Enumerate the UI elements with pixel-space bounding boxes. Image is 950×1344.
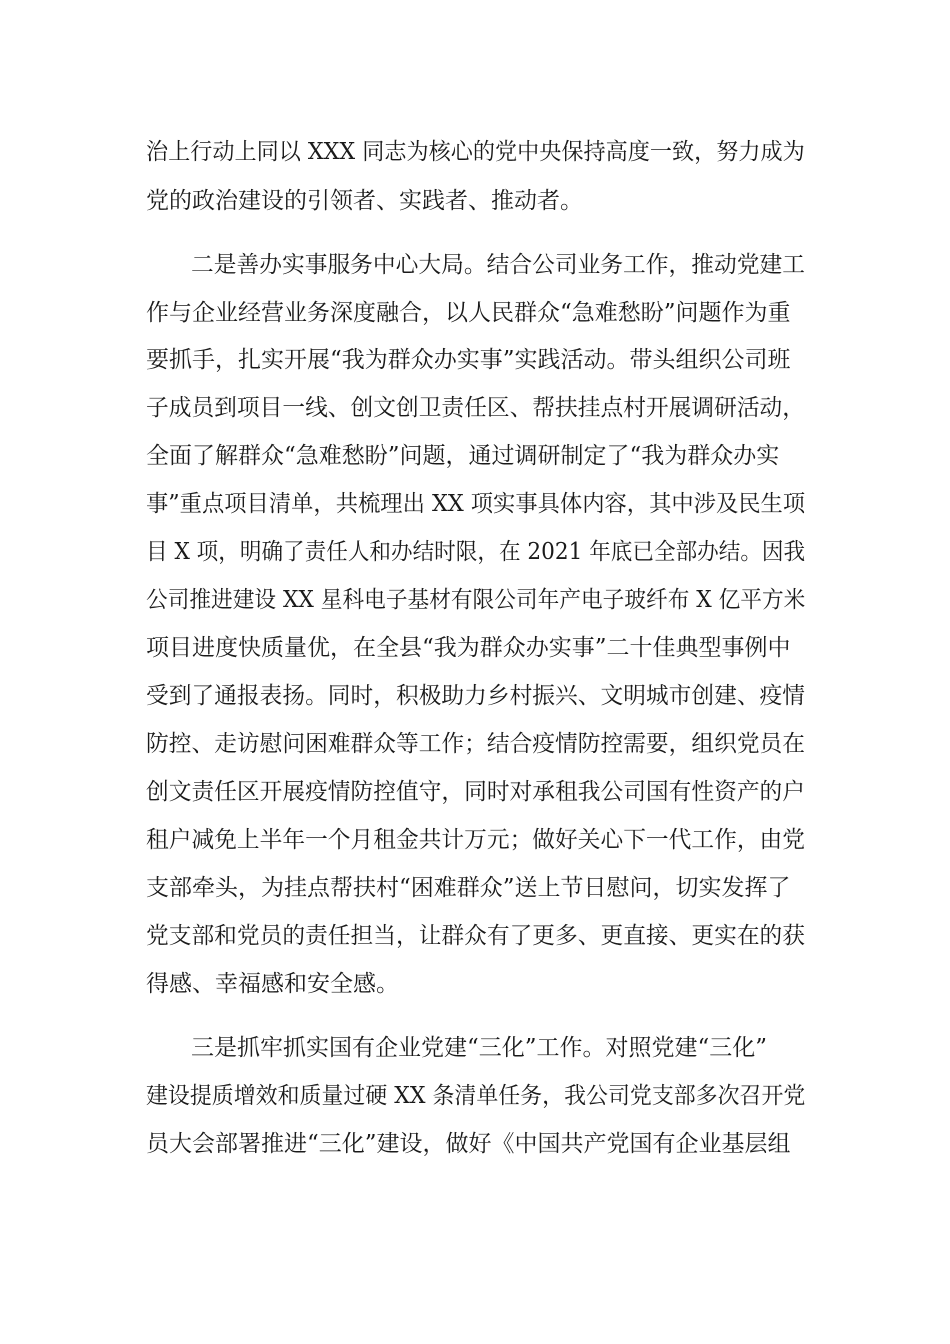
text-line: 支部牵头，为挂点帮扶村“困难群众”送上节日慰问，切实发挥了 [146, 875, 791, 901]
text-line: 受到了通报表扬。同时，积极助力乡村振兴、文明城市创建、疫情 [146, 683, 805, 709]
text-line: 员大会部署推进“三化”建设，做好《中国共产党国有企业基层组 [146, 1131, 791, 1157]
text-line: 二是善办实事服务中心大局。结合公司业务工作，推动党建工 [191, 252, 805, 278]
text-line: 项目进度快质量优，在全县“我为群众办实事”二十佳典型事例中 [146, 635, 791, 661]
text-line: 作与企业经营业务深度融合，以人民群众“急难愁盼”问题作为重 [146, 300, 791, 326]
text-line: 党支部和党员的责任担当，让群众有了更多、更直接、更实在的获 [146, 923, 805, 949]
text-line: 全面了解群众“急难愁盼”问题，通过调研制定了“我为群众办实 [146, 443, 780, 469]
text-line: 公司推进建设 XX 星科电子基材有限公司年产电子玻纤布 X 亿平方米 [146, 587, 806, 613]
text-line: 租户减免上半年一个月租金共计万元；做好关心下一代工作，由党 [146, 827, 805, 853]
text-line: 三是抓牢抓实国有企业党建“三化”工作。对照党建“三化” [191, 1035, 768, 1061]
text-line: 子成员到项目一线、创文创卫责任区、帮扶挂点村开展调研活动， [146, 395, 805, 421]
text-line: 防控、走访慰问困难群众等工作；结合疫情防控需要，组织党员在 [146, 731, 805, 757]
text-line: 事”重点项目清单，共梳理出 XX 项实事具体内容，其中涉及民生项 [146, 491, 806, 517]
text-line: 目 X 项，明确了责任人和办结时限，在 2021 年底已全部办结。因我 [146, 539, 806, 565]
text-line: 创文责任区开展疫情防控值守，同时对承租我公司国有性资产的户 [146, 779, 805, 805]
text-line: 建设提质增效和质量过硬 XX 条清单任务，我公司党支部多次召开党 [146, 1083, 806, 1109]
text-line: 治上行动上同以 XXX 同志为核心的党中央保持高度一致，努力成为 [146, 139, 805, 165]
text-line: 要抓手，扎实开展“我为群众办实事”实践活动。带头组织公司班 [146, 347, 791, 373]
text-line: 得感、幸福感和安全感。 [146, 971, 399, 997]
text-line: 党的政治建设的引领者、实践者、推动者。 [146, 188, 583, 214]
